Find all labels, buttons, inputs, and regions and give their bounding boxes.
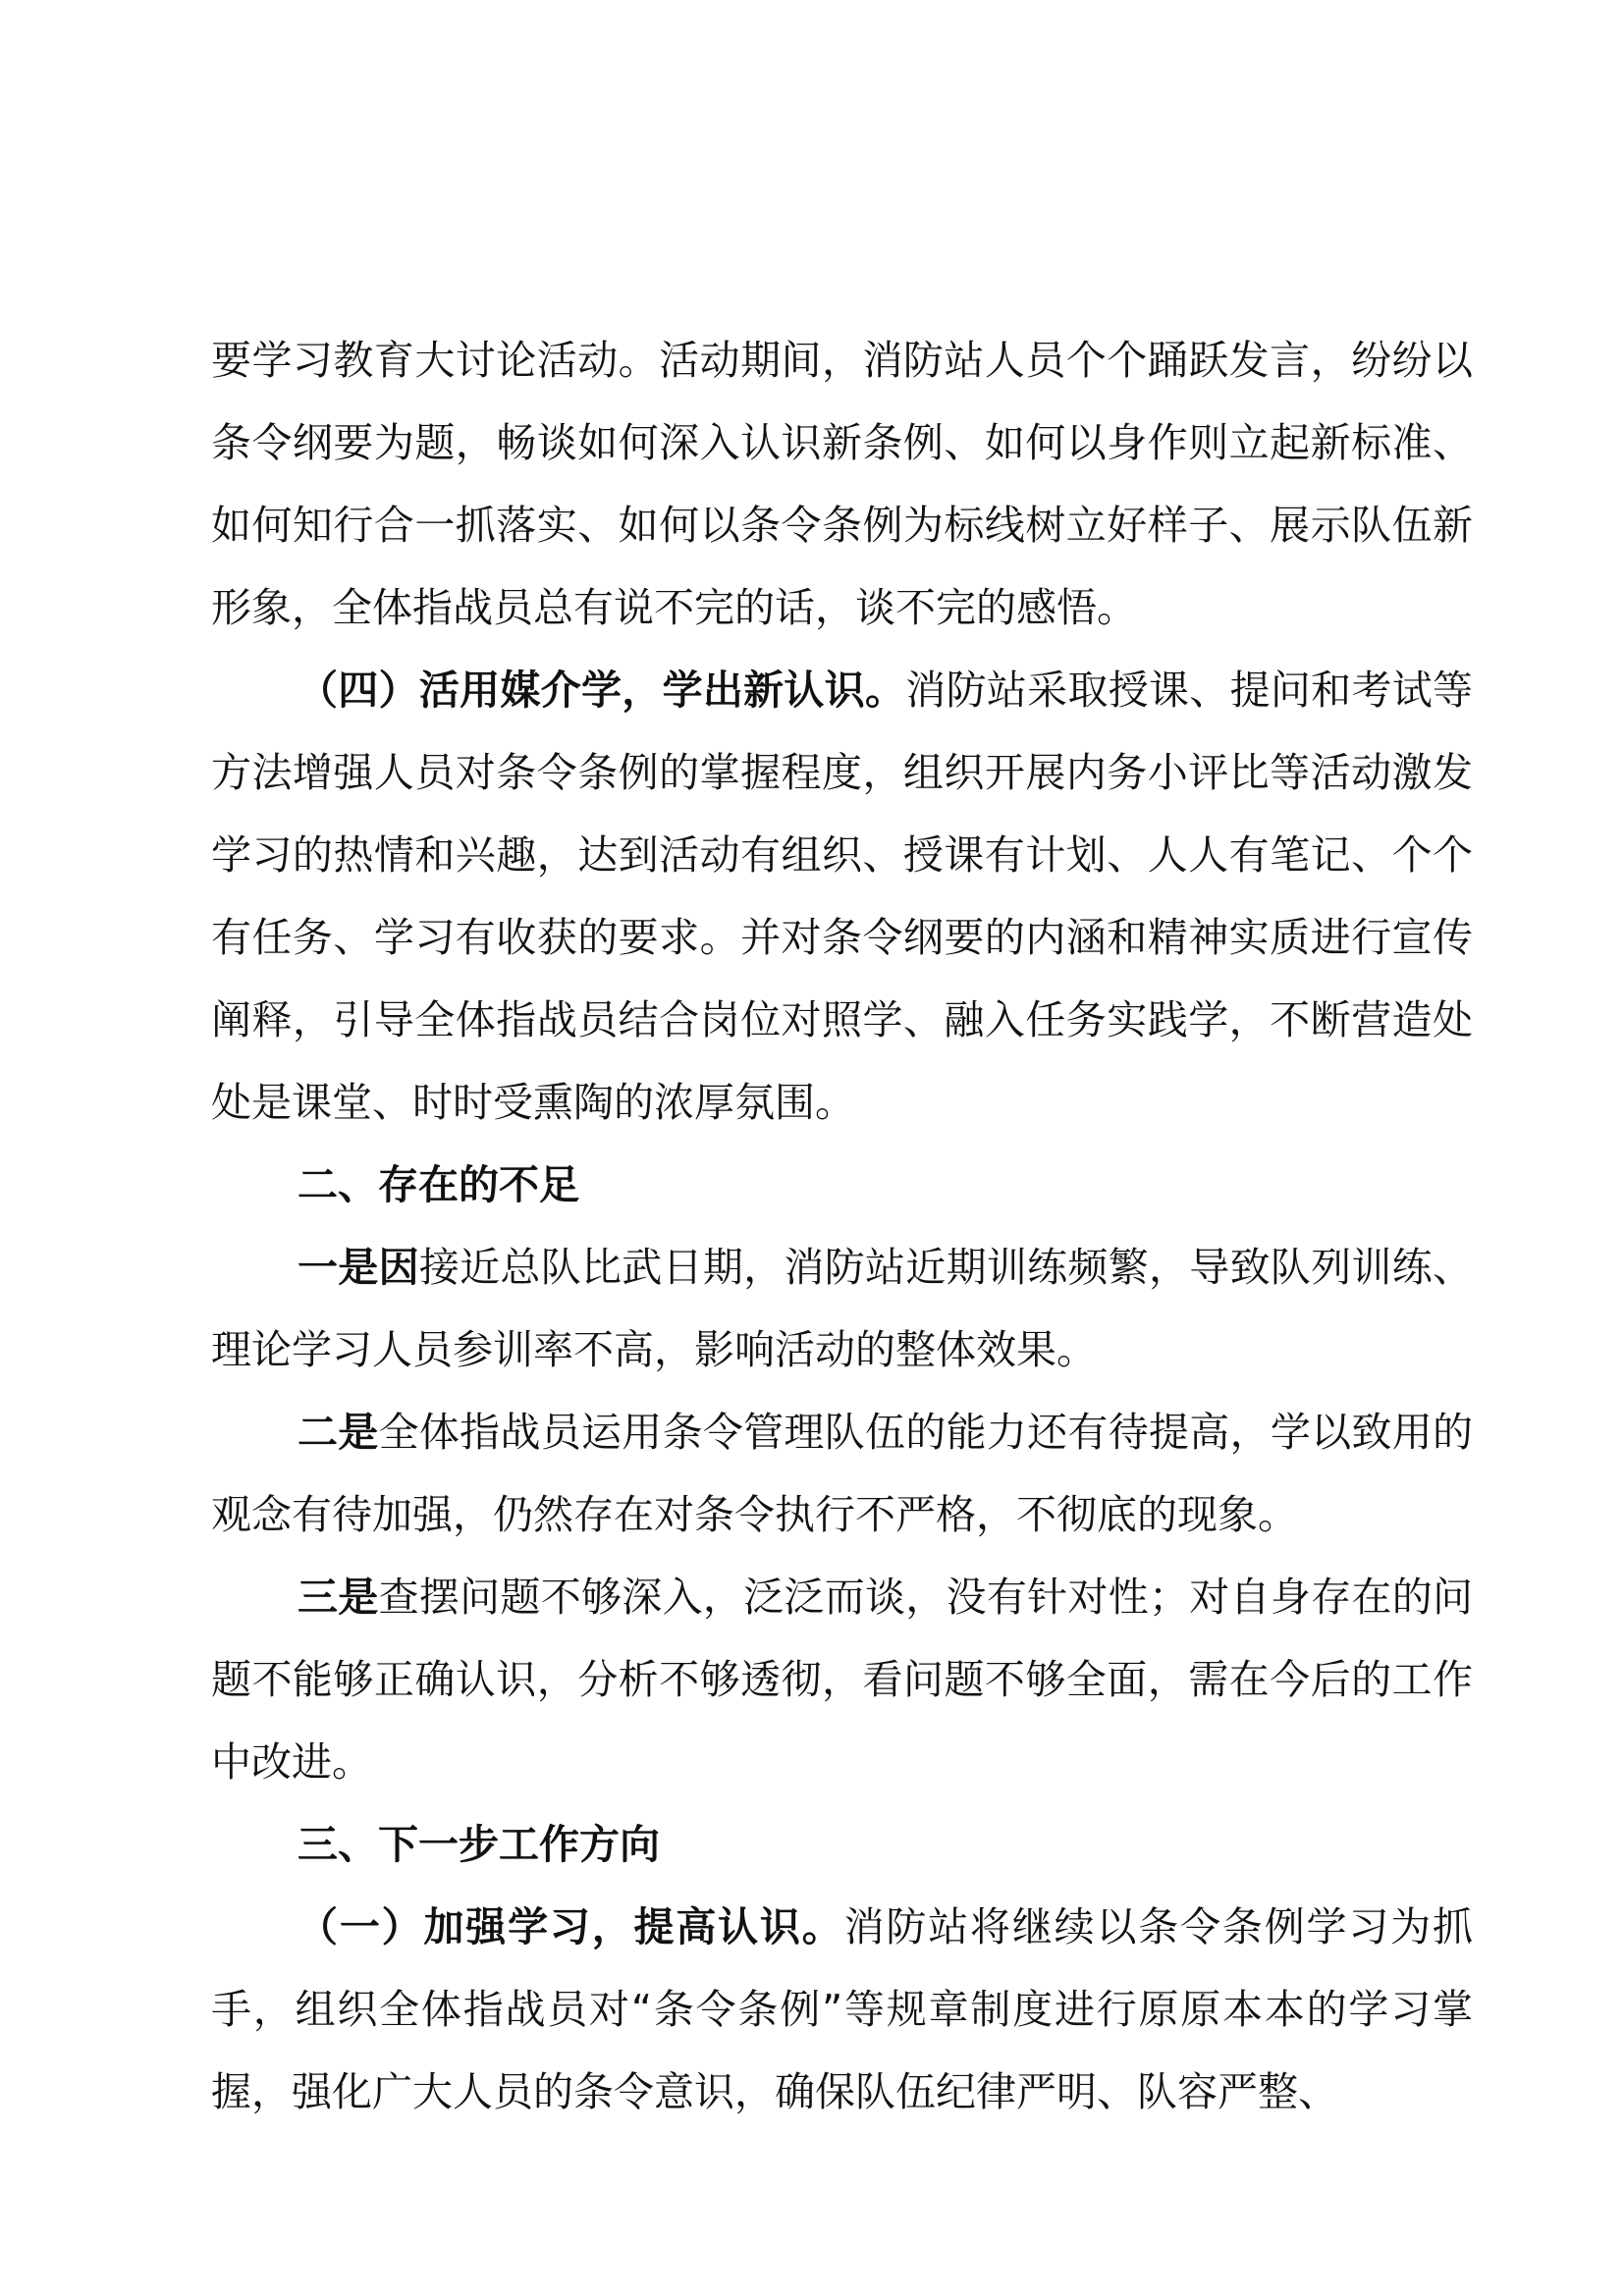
shortcoming-3-body: 查摆问题不够深入，泛泛而谈，没有针对性；对自身存在的问题不能够正确认识，分析不够透彻，看问题不够全面，需在今后的工作中改进。: [211, 1574, 1474, 1786]
paragraph-discussion: 要学习教育大讨论活动。活动期间，消防站人员个个踊跃发言，纷纷以条令纲要为题，畅谈如何深入认识新条例、如何以身作则立起新标准、如何知行合一抓落实、如何以条令条例为标线树立好样子、展示队伍新形象，全体指战员总有说不完的话，谈不完的感悟。: [211, 337, 1473, 631]
section-4-heading: （四）活用媒介学，学出新认识。: [298, 667, 906, 714]
next-step-1-body: 消防站将继续以条令条例学习为抓手，组织全体指战员对“条令条例”等规章制度进行原原本本的学习掌握，强化广大人员的条令意识，确保队伍纪律严明、队容严整、: [211, 1903, 1473, 2115]
next-step-1-heading: （一）加强学习，提高认识。: [298, 1903, 844, 1950]
section-4-body: 消防站采取授课、提问和考试等方法增强人员对条令条例的掌握程度，组织开展内务小评比等活动激发学习的热情和兴趣，达到活动有组织、授课有计划、人人有笔记、个个有任务、学习有收获的要求。并对条令纲要的内涵和精神实质进行宣传阐释，引导全体指战员结合岗位对照学、融入任务实践学，不断营造处处是课堂、时时受熏陶的浓厚氛围。: [211, 667, 1474, 1126]
document-page: [211, 319, 1473, 2133]
shortcoming-2-body: 全体指战员运用条令管理队伍的能力还有待提高，学以致用的观念有待加强，仍然存在对条令执行不严格，不彻底的现象。: [211, 1409, 1474, 1538]
heading-next-steps: 三、下一步工作方向: [298, 1821, 660, 1868]
shortcoming-3-lead: 三是: [298, 1574, 379, 1621]
paragraph-shortcoming-3: [211, 1556, 1473, 1803]
paragraph-next-step-1: [211, 1886, 1473, 2133]
heading-shortcomings: 二、存在的不足: [298, 1161, 579, 1208]
paragraph-shortcoming-1: [211, 1226, 1473, 1391]
paragraph-section-4: [211, 649, 1473, 1144]
shortcoming-2-lead: 二是: [298, 1409, 379, 1456]
shortcoming-1-lead: 一是因: [298, 1244, 419, 1291]
shortcoming-1-body: 接近总队比武日期，消防站近期训练频繁，导致队列训练、理论学习人员参训率不高，影响活动的整体效果。: [211, 1244, 1473, 1373]
paragraph-shortcoming-2: [211, 1391, 1473, 1556]
